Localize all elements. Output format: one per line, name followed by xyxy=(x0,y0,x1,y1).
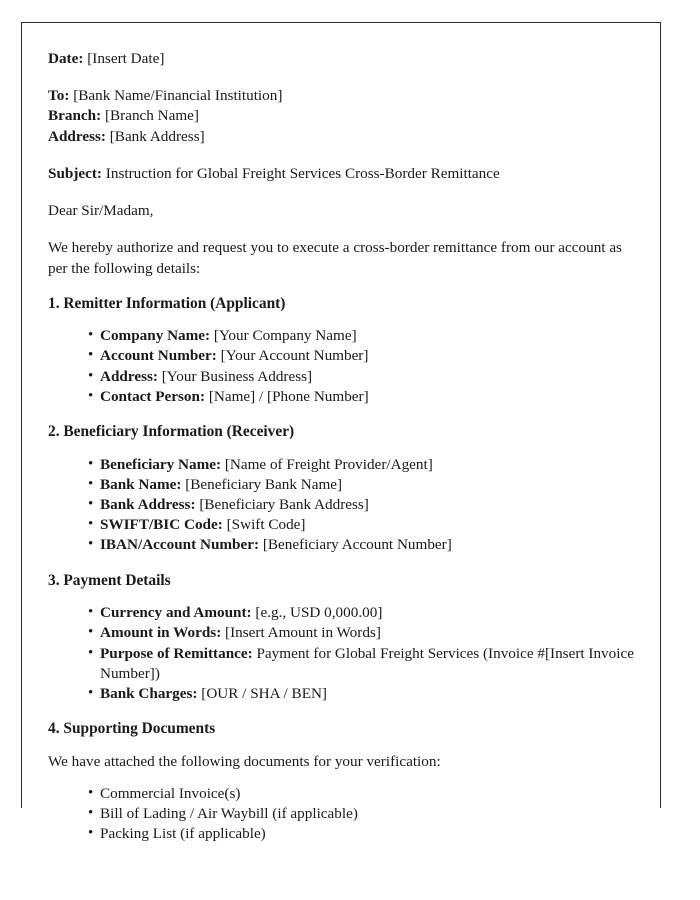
address-line xyxy=(48,127,636,147)
to-value: [Bank Name/Financial Institution] xyxy=(73,87,283,105)
beneficiary-information-list xyxy=(48,455,636,556)
list-item: • Bill of Lading / Air Waybill (if applicable) xyxy=(88,804,636,824)
field-label: SWIFT/BIC Code: xyxy=(100,516,223,534)
spacer xyxy=(48,704,636,719)
list-item xyxy=(88,644,636,684)
field-value: Payment for Global Freight Services (Invoice #[Insert Invoice Number]) xyxy=(100,644,634,682)
field-value: [Beneficiary Bank Address] xyxy=(199,496,369,514)
intro-paragraph: We hereby authorize and request you to execute a cross-border remittance from our account as per the following details: xyxy=(48,239,622,277)
section-heading-payment: 3. Payment Details xyxy=(48,571,171,589)
list-item xyxy=(88,684,636,704)
field-label: IBAN/Account Number: xyxy=(100,536,260,554)
list-item xyxy=(88,387,636,407)
supporting-documents-paragraph: We have attached the following documents for your verification: xyxy=(48,752,441,770)
to-line xyxy=(48,86,636,106)
list-item: • Commercial Invoice(s) xyxy=(88,784,636,804)
field-label: Company Name: xyxy=(100,327,211,345)
field-label: Bank Name: xyxy=(100,475,182,493)
spacer xyxy=(48,69,636,86)
spacer xyxy=(48,314,636,326)
list-item xyxy=(88,455,636,475)
spacer xyxy=(48,407,636,422)
field-label: Address: xyxy=(100,367,158,385)
spacer xyxy=(48,184,636,201)
field-label: Amount in Words: xyxy=(100,624,222,642)
branch-label: Branch: xyxy=(48,107,102,125)
date-label: Date: xyxy=(48,50,84,67)
field-value: [OUR / SHA / BEN] xyxy=(201,685,327,703)
to-label: To: xyxy=(48,87,70,105)
date-line xyxy=(48,49,636,69)
payment-details-list xyxy=(48,603,636,704)
section-heading-supporting-documents: 4. Supporting Documents xyxy=(48,720,216,738)
list-item: • Packing List (if applicable) xyxy=(88,824,636,844)
field-value: [Beneficiary Account Number] xyxy=(262,536,452,554)
field-label: Purpose of Remittance: xyxy=(100,644,253,662)
list-item xyxy=(88,475,636,495)
field-value: [Your Company Name] xyxy=(213,327,357,345)
branch-line xyxy=(48,106,636,126)
list-item xyxy=(88,623,636,643)
field-label: Bank Charges: xyxy=(100,685,198,703)
subject-value: Instruction for Global Freight Services Cross-Border Remittance xyxy=(105,164,500,182)
date-value: [Insert Date] xyxy=(87,50,165,67)
branch-value: [Branch Name] xyxy=(104,107,199,125)
list-item xyxy=(88,367,636,387)
field-value: [Your Account Number] xyxy=(220,347,369,365)
spacer xyxy=(48,279,636,294)
supporting-documents-list xyxy=(48,784,636,845)
list-item xyxy=(88,603,636,623)
field-label: Currency and Amount: xyxy=(100,604,252,622)
field-value: [Beneficiary Bank Name] xyxy=(185,475,343,493)
field-label: Contact Person: xyxy=(100,387,206,405)
field-value: [Your Business Address] xyxy=(161,367,313,385)
address-value: [Bank Address] xyxy=(109,127,205,145)
field-value: [Insert Amount in Words] xyxy=(225,624,381,642)
field-label: Beneficiary Name: xyxy=(100,455,222,473)
remitter-information-list xyxy=(48,326,636,407)
address-label: Address: xyxy=(48,127,106,145)
list-item xyxy=(88,346,636,366)
field-value: [e.g., USD 0,000.00] xyxy=(255,604,383,622)
document-body xyxy=(22,23,660,845)
field-value: [Name] / [Phone Number] xyxy=(208,387,369,405)
spacer xyxy=(48,147,636,164)
list-item xyxy=(88,535,636,555)
subject-line xyxy=(48,164,636,184)
field-value: [Swift Code] xyxy=(226,516,306,534)
list-item xyxy=(88,515,636,535)
field-value: [Name of Freight Provider/Agent] xyxy=(224,455,433,473)
field-label: Account Number: xyxy=(100,347,217,365)
salutation: Dear Sir/Madam, xyxy=(48,202,154,220)
spacer xyxy=(48,772,636,784)
spacer xyxy=(48,591,636,603)
spacer xyxy=(48,221,636,238)
spacer xyxy=(48,740,636,752)
section-heading-beneficiary: 2. Beneficiary Information (Receiver) xyxy=(48,423,295,441)
field-label: Bank Address: xyxy=(100,496,196,514)
spacer xyxy=(48,556,636,571)
section-heading-remitter: 1. Remitter Information (Applicant) xyxy=(48,294,286,312)
subject-label: Subject: xyxy=(48,164,102,182)
document-sheet xyxy=(21,22,661,843)
list-item xyxy=(88,495,636,515)
list-item xyxy=(88,326,636,346)
spacer xyxy=(48,443,636,455)
